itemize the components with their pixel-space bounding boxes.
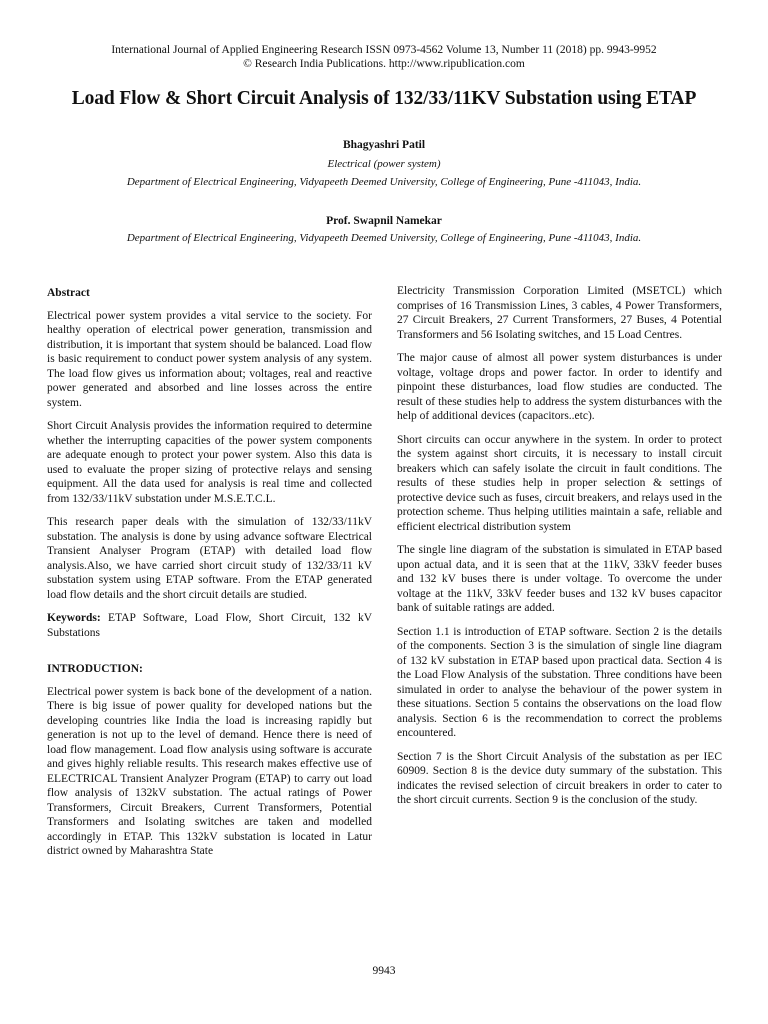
abstract-paragraph: This research paper deals with the simulation of 132/33/11kV substation. The analysis is done by using advance software Electrical Transient Analyser Program (ETAP) with detailed load flow analysis.Also, we have carried short circuit study of 132/33/11 kV substation system using ETAP software. From the ETAP generated load flow details and the short circuit details are studied.: [47, 516, 372, 601]
introduction-heading: INTRODUCTION:: [47, 663, 143, 675]
keywords: [47, 611, 372, 640]
introduction-paragraph: Electrical power system is back bone of the development of a nation. There is big issue of power quality for developed nations but the developing countries like India the load is increasing rapidly but generation is not up to the level of demand. Hence there is need of load flow management. Load flow analysis using software is accurate and gives highly reliable results. This research makes effective use of ELECTRICAL Transient Analyzer Program (ETAP) to carry out load flow analysis of 132kV substation. The actual ratings of Power Transformers, Circuit Breakers, Current Transformers, Potential Transformers and Isolating switches are taken and modelled accordingly in ETAP. This 132kV substation is located in Latur district owned by Maharashtra State: [47, 685, 372, 857]
author-affiliation: Department of Electrical Engineering, Vidyapeeth Deemed University, College of Engineering, Pune -411043, India.: [126, 176, 642, 188]
keywords-label: Keywords:: [47, 612, 101, 624]
author-affiliation: Department of Electrical Engineering, Vidyapeeth Deemed University, College of Engineering, Pune -411043, India.: [126, 232, 642, 244]
page-number: 9943: [372, 965, 396, 977]
abstract-paragraph: Short Circuit Analysis provides the information required to determine whether the interrupting capacities of the power system components are adequate enough to protect your power system. Also this data is used to evaluate the proper sizing of protective relays and sensing equipment. All the data used for analysis is real time and collected from 132/33/11kV substation under M.S.E.T.C.L.: [47, 420, 372, 505]
author-affiliation: Electrical (power system): [327, 158, 441, 170]
body-paragraph: Section 1.1 is introduction of ETAP software. Section 2 is the details of the components. Section 3 is the simulation of single line diagram of 132 kV substation in ETAP based upon practical data. Section 4 is the Load Flow Analysis of the substation. Three conditions have been simulated in order to analyse the behaviour of the power system in these situations. Section 5 contains the observations on the load flow analysis. Section 6 is the recommendation to correct the problems encountered.: [397, 625, 722, 739]
abstract-paragraph: Electrical power system provides a vital service to the society. For healthy operation of electrical power generation, transmission and distribution, it is important that system should be balanced. Load flow is basic requirement to conduct power system analysis of any system. The load flow gives us information about; voltages, real and reactive power generated and absorbed and line losses across the entire system.: [47, 309, 372, 409]
right-column: [397, 284, 722, 817]
body-paragraph: Short circuits can occur anywhere in the system. In order to protect the system against short circuits, it is necessary to install circuit breakers which can safely isolate the circuit in fault conditions. The results of these studies help in proper selection & settings of protective device such as fuses, circuit breakers, and relays used in the protection scheme. Thus helping utilities maintain a safe, reliable and efficient electrical distribution system: [397, 433, 722, 533]
body-paragraph: Electricity Transmission Corporation Limited (MSETCL) which comprises of 16 Transmission Lines, 3 cables, 4 Power Transformers, 27 Circuit Breakers, 27 Current Transformers, 27 Buses, 4 Potential Transformers and 56 Isolating switches, and 15 Load Centres.: [397, 285, 722, 341]
abstract-heading: Abstract: [47, 287, 90, 299]
journal-header-line-2: © Research India Publications. http://www.ripublication.com: [243, 58, 525, 70]
author-name: Prof. Swapnil Namekar: [326, 215, 442, 227]
journal-header-line-1: International Journal of Applied Engineering Research ISSN 0973-4562 Volume 13, Number 11 (2018) pp. 9943-9952: [111, 44, 657, 56]
paper-title: Load Flow & Short Circuit Analysis of 132/33/11KV Substation using ETAP: [71, 88, 697, 109]
left-column: [47, 286, 372, 868]
author-name: Bhagyashri Patil: [342, 139, 426, 151]
body-paragraph: Section 7 is the Short Circuit Analysis of the substation as per IEC 60909. Section 8 is the device duty summary of the substation. This indicates the revised selection of circuit breakers in order to cater to the short circuit currents. Section 9 is the conclusion of the study.: [397, 750, 722, 806]
body-paragraph: The single line diagram of the substation is simulated in ETAP based upon actual data, and it is seen that at the 11kV, 33kV feeder buses and 132 kV buses there is under voltage. To overcome the under voltage at the 11kV, 33kV feeder buses and 132 kV buses capacitor bank of suitable ratings are added.: [397, 544, 722, 614]
keywords-text: ETAP Software, Load Flow, Short Circuit, 132 kV Substations: [47, 612, 372, 639]
body-paragraph: The major cause of almost all power system disturbances is under voltage, voltage drops and power factor. In order to identify and pinpoint these disturbances, load flow studies are conducted. The result of these studies help to address the system disturbances with the help of additional devices (capacitors..etc).: [397, 352, 722, 422]
